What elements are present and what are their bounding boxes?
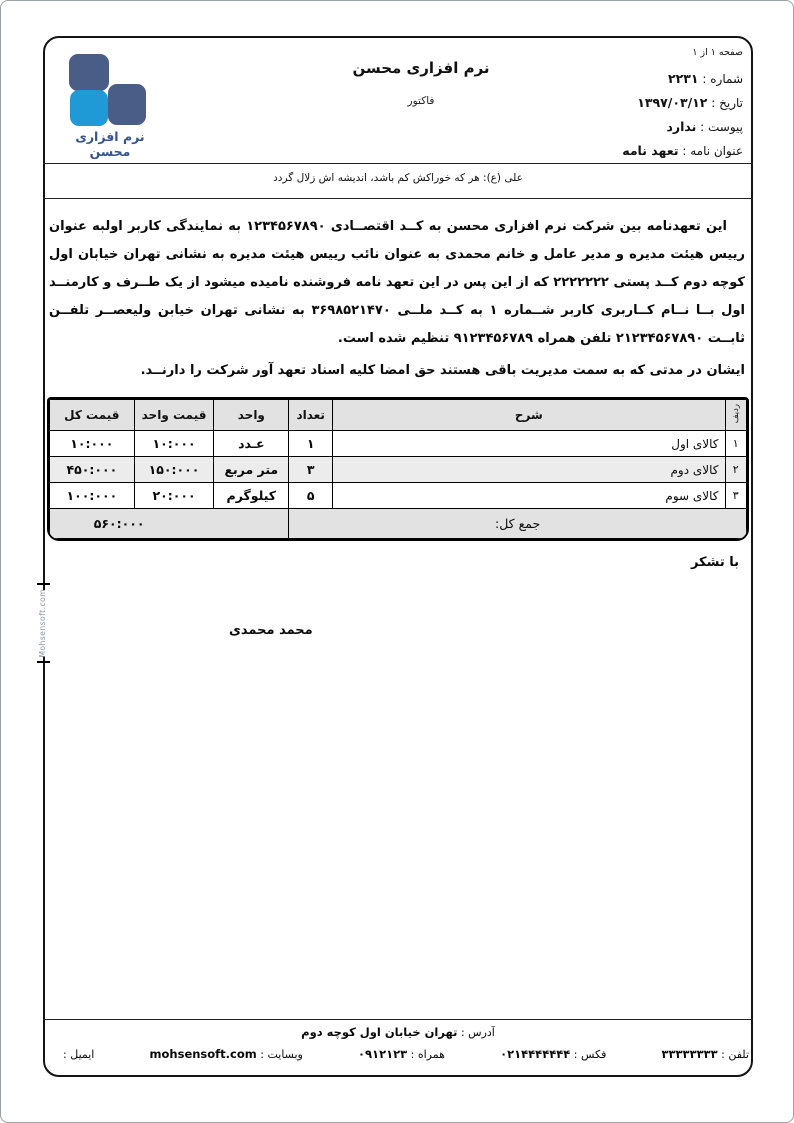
header-info — [622, 47, 743, 163]
company-logo — [55, 47, 165, 159]
cell-unit: عـدد — [214, 431, 289, 457]
cell-description: کالای اول — [333, 431, 725, 457]
watermark-tick-bottom — [37, 661, 50, 663]
quote-text: علی (ع): هر که خوراکش کم باشد، اندیشه اش زلال گردد — [273, 172, 523, 184]
fax-label: فکس : — [573, 1048, 607, 1061]
table-row — [50, 457, 747, 483]
cell-row-number: ۱ — [725, 431, 747, 457]
doc-number-label: شماره : — [702, 72, 743, 86]
letter-title-value: تعهد نامه — [622, 143, 679, 158]
website-value: mohsensoft.com — [149, 1047, 257, 1061]
footer-divider — [43, 1019, 753, 1020]
sum-label: جمع کل: — [289, 509, 747, 539]
cell-row-number: ۲ — [725, 457, 747, 483]
col-header-description: شرح — [333, 400, 725, 431]
doc-date-line — [622, 91, 743, 115]
logo-square-dark-top-icon — [69, 54, 109, 91]
header-divider — [43, 163, 753, 164]
footer-contact-row — [63, 1047, 749, 1061]
document-type: فاکتور — [407, 95, 435, 107]
phone-value: ۳۳۳۳۳۳۳۳ — [661, 1047, 718, 1061]
cell-description: کالای دوم — [333, 457, 725, 483]
mobile-label: همراه : — [410, 1048, 445, 1061]
doc-date-value: ۱۳۹۷/۰۳/۱۲ — [637, 95, 708, 110]
letter-title-line — [622, 139, 743, 163]
watermark-tick-top — [37, 583, 50, 585]
attachment-line — [622, 115, 743, 139]
col-header-unit: واحد — [214, 400, 289, 431]
header-center — [281, 59, 561, 107]
footer-mobile — [358, 1047, 445, 1061]
email-label: ایمیل : — [63, 1048, 95, 1061]
cell-unit-price: ۲۰:۰۰۰ — [134, 483, 214, 509]
sum-value: ۵۶۰:۰۰۰ — [50, 509, 289, 539]
cell-quantity: ۳ — [289, 457, 333, 483]
quote-divider — [43, 198, 753, 199]
address-value: تهران خیابان اول کوچه دوم — [301, 1025, 458, 1039]
signature-name: محمد محمدی — [229, 623, 313, 638]
address-label: آدرس : — [460, 1026, 495, 1039]
cell-unit-price: ۱۰:۰۰۰ — [134, 431, 214, 457]
logo-wordmark: نرم افزاری محسن — [75, 129, 145, 159]
cell-quantity: ۱ — [289, 431, 333, 457]
letter-title-label: عنوان نامه : — [682, 144, 743, 158]
col-header-quantity: تعداد — [289, 400, 333, 431]
col-header-total-price: قیمت کل — [50, 400, 135, 431]
page-border-frame — [43, 36, 753, 1077]
table-header-row — [50, 400, 747, 431]
cell-unit: متر مربع — [214, 457, 289, 483]
company-name: نرم افزاری محسن — [352, 59, 490, 77]
table-row — [50, 431, 747, 457]
doc-date-label: تاریخ : — [711, 96, 743, 110]
items-table — [47, 397, 749, 541]
attachment-label: پیوست : — [700, 120, 743, 134]
body-paragraph-1: این تعهدنامه بین شرکت نرم افزاری محسن به کــد اقتصــادی ۱۲۳۴۵۶۷۸۹۰ به نمایندگی کاربر اولبه عنوان رییس هیئت مدیره و مدیر عامل و خانم محمدی به عنوان نائب رییس هیئت مدیره به نشانی تهران خیابان اول کوچه دوم کــد پستی ۲۲۲۲۲۲۲ که از این پس در این تعهد نامه فروشنده نامیده میشود از یک طــرف و کارمنــد اول بــا نــام کــاربری کاربر شــماره ۱ به کــد ملــی ۳۶۹۸۵۲۱۴۷۰ به نشانی تهران خیابن ولیعصــر تلفــن ثابــت ۲۱۲۳۴۵۶۷۸۹۰ تلفن همراه ۹۱۲۳۴۵۶۷۸۹ تنظیم شده است. — [49, 219, 745, 346]
table-sum-row — [50, 509, 747, 539]
table-row — [50, 483, 747, 509]
mobile-value: ۰۹۱۲۱۲۳ — [358, 1047, 408, 1061]
footer-website — [150, 1047, 303, 1061]
page-number: صفحه ۱ از ۱ — [692, 47, 743, 58]
footer-fax — [500, 1047, 606, 1061]
cell-unit-price: ۱۵۰:۰۰۰ — [134, 457, 214, 483]
doc-number-value: ۲۲۳۱ — [668, 71, 699, 86]
letter-body — [49, 213, 745, 389]
watermark-vertical-text: Mohsensoft.com — [35, 590, 50, 656]
cell-row-number: ۳ — [725, 483, 747, 509]
col-header-row: ردیف — [725, 400, 747, 431]
thanks-text: با تشکر — [690, 555, 739, 570]
logo-square-light-icon — [70, 90, 108, 126]
doc-number-line — [622, 67, 743, 91]
body-paragraph-2: ایشان در مدتی که به سمت مدیریت باقی هستند حق امضا کلیه اسناد تعهد آور شرکت را دارنــد. — [140, 363, 745, 378]
phone-label: تلفن : — [721, 1048, 749, 1061]
footer-address — [43, 1025, 753, 1039]
footer-email — [63, 1047, 94, 1061]
cell-unit: کیلوگرم — [214, 483, 289, 509]
col-header-unit-price: قیمت واحد — [134, 400, 214, 431]
cell-total-price: ۴۵۰:۰۰۰ — [50, 457, 135, 483]
fax-value: ۰۲۱۴۴۴۴۴۴۴ — [500, 1047, 571, 1061]
logo-square-dark-right-icon — [108, 84, 146, 125]
cell-total-price: ۱۰۰:۰۰۰ — [50, 483, 135, 509]
website-label: وبسایت : — [260, 1048, 303, 1061]
cell-total-price: ۱۰:۰۰۰ — [50, 431, 135, 457]
cell-quantity: ۵ — [289, 483, 333, 509]
footer-phone — [662, 1047, 750, 1061]
attachment-value: ندارد — [666, 119, 697, 134]
cell-description: کالای سوم — [333, 483, 725, 509]
